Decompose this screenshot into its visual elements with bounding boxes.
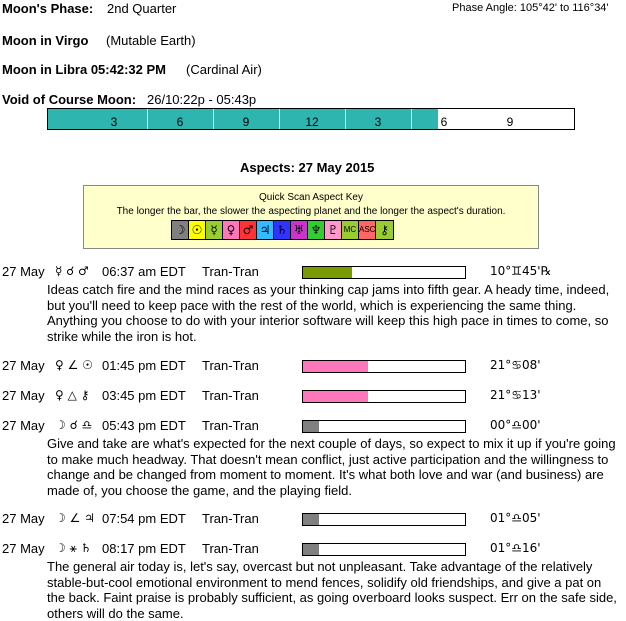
aspect-position: 00°♎00' bbox=[490, 418, 541, 432]
aspect-date: 27 May bbox=[2, 418, 45, 433]
voc-separator bbox=[147, 109, 148, 129]
aspect-type: Tran-Tran bbox=[202, 541, 259, 556]
voc-separator bbox=[345, 109, 346, 129]
phase-angle: Phase Angle: 105°42' to 116°34' bbox=[452, 2, 609, 14]
aspect-duration-bar bbox=[302, 266, 466, 279]
moon-libra-value: (Cardinal Air) bbox=[186, 62, 262, 77]
key-glyph-cell: ♄ bbox=[274, 221, 291, 239]
voc-tick-label: 3 bbox=[110, 115, 118, 129]
key-title: Quick Scan Aspect Key bbox=[259, 192, 363, 203]
aspect-time: 08:17 pm EDT bbox=[102, 541, 186, 556]
key-glyph-cell: ♅ bbox=[291, 221, 308, 239]
moon-phase-label: Moon's Phase: bbox=[2, 1, 94, 16]
aspect-position: 01°♎16' bbox=[490, 541, 541, 555]
aspects-title: Aspects: 27 May 2015 bbox=[240, 160, 375, 175]
aspect-time: 07:54 pm EDT bbox=[102, 511, 186, 526]
voc-separator bbox=[279, 109, 280, 129]
moon-libra-label: Moon in Libra 05:42:32 PM bbox=[2, 62, 166, 77]
aspect-position: 10°♊45'℞ bbox=[490, 264, 552, 278]
aspect-duration-bar bbox=[302, 513, 466, 526]
aspect-interpretation: Give and take are what's expected for the next couple of days, so expect to mix it up if you're going to make much headway. That doesn't mean conflict, just active participation and the willingness to change and be changed from moment to moment. It's what both love and war (and business) are made of, you choose the game, and the playing field. bbox=[47, 436, 616, 498]
moon-virgo-value: (Mutable Earth) bbox=[106, 33, 196, 48]
aspect-position: 21°♋08' bbox=[490, 358, 541, 372]
aspect-time: 03:45 pm EDT bbox=[102, 388, 186, 403]
aspect-glyphs: ☽ ⚹ ♄ bbox=[55, 541, 92, 555]
aspect-position: 21°♋13' bbox=[490, 388, 541, 402]
aspect-duration-fill bbox=[303, 391, 368, 402]
void-of-course-bar bbox=[47, 108, 575, 130]
aspect-duration-fill bbox=[303, 421, 319, 432]
aspect-duration-bar bbox=[302, 420, 466, 433]
aspect-position: 01°♎05' bbox=[490, 511, 541, 525]
aspect-interpretation: Ideas catch fire and the mind races as your thinking cap jams into fifth gear. A heady time, indeed, but you'll need to keep pace with the rest of the world, which is experiencing the same thing. Anything you choose to do with your interior software will keep this high pace in times to come, so strike while the iron is hot. bbox=[47, 282, 610, 344]
aspect-time: 01:45 pm EDT bbox=[102, 358, 186, 373]
voc-separator bbox=[411, 109, 412, 129]
aspect-interpretation: The general air today is, let's say, overcast but not unpleasant. Take advantage of the relatively stable-but-cool emotional environment to mend fences, solidify old friendships, and give a pat on the back. Faint praise is probably sufficient, as going overboard looks suspect. Err on the safe side, others will do the same. bbox=[47, 559, 617, 621]
aspect-glyphs: ☽ ☌ ♎ bbox=[55, 418, 93, 432]
aspect-duration-bar bbox=[302, 390, 466, 403]
key-glyph-cell: ☉ bbox=[189, 221, 206, 239]
aspect-date: 27 May bbox=[2, 358, 45, 373]
key-glyph-cell: ♆ bbox=[308, 221, 325, 239]
aspect-date: 27 May bbox=[2, 511, 45, 526]
aspect-duration-fill bbox=[303, 267, 352, 278]
key-description: The longer the bar, the slower the aspecting planet and the longer the aspect's duration. bbox=[116, 206, 506, 217]
voc-tick-label: 6 bbox=[440, 115, 448, 129]
voc-tick-label: 3 bbox=[374, 115, 382, 129]
key-glyph-cell: ⚷ bbox=[376, 221, 393, 239]
aspect-type: Tran-Tran bbox=[202, 511, 259, 526]
voc-label: Void of Course Moon: bbox=[2, 92, 137, 107]
voc-separator bbox=[213, 109, 214, 129]
voc-value: 26/10:22p - 05:43p bbox=[147, 92, 257, 107]
aspect-glyphs: ☿ ☌ ♂ bbox=[55, 264, 89, 278]
key-glyph-cell: ☽ bbox=[172, 221, 189, 239]
voc-tick-label: 12 bbox=[305, 115, 319, 129]
aspect-key-box bbox=[83, 185, 539, 249]
aspect-time: 06:37 am EDT bbox=[102, 264, 186, 279]
aspect-duration-fill bbox=[303, 361, 368, 372]
key-glyph-cell: ♀ bbox=[223, 221, 240, 239]
aspect-glyphs: ♀ △ ⚷ bbox=[55, 388, 90, 402]
aspect-type: Tran-Tran bbox=[202, 264, 259, 279]
aspect-duration-fill bbox=[303, 514, 319, 525]
aspect-glyphs: ☽ ∠ ♃ bbox=[55, 511, 95, 525]
aspect-type: Tran-Tran bbox=[202, 388, 259, 403]
key-glyph-cell: ♇ bbox=[325, 221, 342, 239]
aspect-date: 27 May bbox=[2, 388, 45, 403]
key-glyph-cell: MC bbox=[342, 221, 359, 239]
key-glyph-cell: ♃ bbox=[257, 221, 274, 239]
key-glyph-cell: ♂ bbox=[240, 221, 257, 239]
aspect-duration-fill bbox=[303, 544, 319, 555]
aspect-time: 05:43 pm EDT bbox=[102, 418, 186, 433]
moon-phase-value: 2nd Quarter bbox=[107, 1, 177, 16]
aspect-date: 27 May bbox=[2, 541, 45, 556]
aspect-duration-bar bbox=[302, 360, 466, 373]
voc-tick-label: 9 bbox=[506, 115, 514, 129]
aspect-glyphs: ♀ ∠ ☉ bbox=[55, 358, 93, 372]
aspect-type: Tran-Tran bbox=[202, 418, 259, 433]
moon-virgo-label: Moon in Virgo bbox=[2, 33, 89, 48]
voc-tick-label: 6 bbox=[176, 115, 184, 129]
aspect-date: 27 May bbox=[2, 264, 45, 279]
voc-tick-label: 9 bbox=[242, 115, 250, 129]
key-glyph-cell: ASC bbox=[359, 221, 376, 239]
aspect-duration-bar bbox=[302, 543, 466, 556]
key-glyph-cell: ☿ bbox=[206, 221, 223, 239]
aspect-type: Tran-Tran bbox=[202, 358, 259, 373]
key-glyph-strip bbox=[171, 220, 394, 240]
